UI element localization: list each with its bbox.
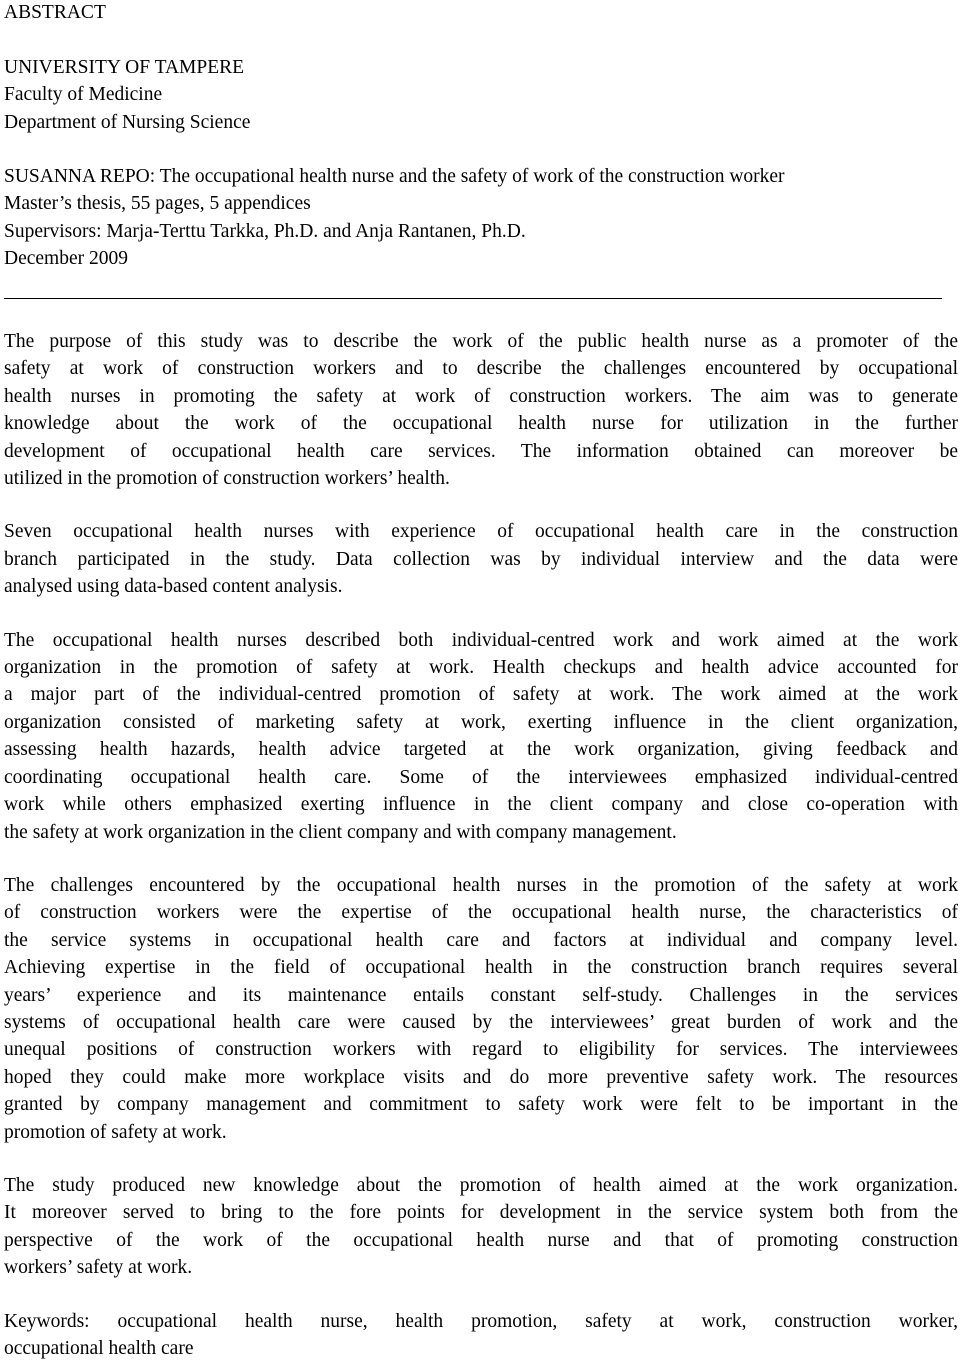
paragraph-line: organization in the promotion of safety at work. Health checkups and health advice accounted for bbox=[4, 657, 958, 679]
supervisors: Supervisors: Marja-Terttu Tarkka, Ph.D. and Anja Rantanen, Ph.D. bbox=[4, 220, 526, 242]
abstract-body bbox=[4, 328, 958, 1362]
keywords-paragraph bbox=[4, 1308, 958, 1363]
paragraph-line: workers’ safety at work. bbox=[4, 1257, 193, 1279]
paragraph-line: development of occupational health care services. The information obtained can moreover be bbox=[4, 440, 958, 462]
paragraph-line: It moreover served to bring to the fore points for development in the service system both from the bbox=[4, 1202, 958, 1224]
paragraph-line: systems of occupational health care were caused by the interviewees’ great burden of work and the bbox=[4, 1011, 958, 1033]
affiliation-block bbox=[4, 54, 250, 136]
paragraph-line: safety at work of construction workers and to describe the challenges encountered by occupational bbox=[4, 358, 958, 380]
paragraph-line: The challenges encountered by the occupational health nurses in the promotion of the safety at work bbox=[4, 874, 958, 896]
paragraph-line: granted by company management and commitment to safety work were felt to be important in the bbox=[4, 1094, 958, 1116]
department-name: Department of Nursing Science bbox=[4, 111, 251, 133]
paragraph-line: unequal positions of construction workers with regard to eligibility for services. The interviewees bbox=[4, 1039, 958, 1061]
thesis-info-block bbox=[4, 163, 960, 273]
horizontal-divider bbox=[4, 298, 942, 299]
paragraph-line: Seven occupational health nurses with experience of occupational health care in the construction bbox=[4, 521, 958, 543]
paragraph-line: a major part of the individual-centred promotion of safety at work. The work aimed at the work bbox=[4, 684, 958, 706]
paragraph-line: utilized in the promotion of construction workers’ health. bbox=[4, 468, 450, 490]
author-and-title: SUSANNA REPO: The occupational health nurse and the safety of work of the construction worker bbox=[4, 166, 785, 187]
challenges-paragraph bbox=[4, 872, 958, 1146]
paragraph-line: The purpose of this study was to describe the work of the public health nurse as a promoter of the bbox=[4, 331, 958, 352]
paragraph-line: promotion of safety at work. bbox=[4, 1121, 227, 1143]
paragraph-line: health nurses in promoting the safety at work of construction workers. The aim was to generate bbox=[4, 385, 958, 407]
paragraph-line: coordinating occupational health care. Some of the interviewees emphasized individual-centred bbox=[4, 766, 958, 788]
paragraph-line: of construction workers were the expertise of the occupational health nurse, the characteristics of bbox=[4, 902, 958, 924]
paragraph-line: The study produced new knowledge about the promotion of health aimed at the work organization. bbox=[4, 1174, 958, 1196]
conclusion-paragraph bbox=[4, 1172, 958, 1282]
results-paragraph bbox=[4, 627, 958, 846]
thesis-date: December 2009 bbox=[4, 248, 128, 270]
paragraph-line: the service systems in occupational health care and factors at individual and company level. bbox=[4, 929, 958, 951]
paragraph-line: perspective of the work of the occupational health nurse and that of promoting construction bbox=[4, 1229, 958, 1251]
paragraph-line: analysed using data-based content analysis. bbox=[4, 576, 343, 598]
paragraph-line: knowledge about the work of the occupational health nurse for utilization in the further bbox=[4, 413, 958, 435]
purpose-paragraph bbox=[4, 328, 958, 492]
paragraph-line: branch participated in the study. Data collection was by individual interview and the data were bbox=[4, 548, 958, 570]
paragraph-line: assessing health hazards, health advice targeted at the work organization, giving feedback and bbox=[4, 739, 958, 761]
abstract-heading: ABSTRACT bbox=[4, 2, 106, 23]
methods-paragraph bbox=[4, 518, 958, 600]
paragraph-line: Keywords: occupational health nurse, health promotion, safety at work, construction worker, bbox=[4, 1310, 958, 1332]
paragraph-line: organization consisted of marketing safety at work, exerting influence in the client organization, bbox=[4, 711, 958, 733]
paragraph-line: years’ experience and its maintenance entails constant self-study. Challenges in the services bbox=[4, 984, 958, 1006]
paragraph-line: The occupational health nurses described both individual-centred work and work aimed at the work bbox=[4, 629, 958, 651]
university-name: UNIVERSITY OF TAMPERE bbox=[4, 57, 245, 78]
paragraph-line: the safety at work organization in the client company and with company management. bbox=[4, 821, 677, 843]
paragraph-line: occupational health care bbox=[4, 1338, 194, 1359]
paragraph-line: work while others emphasized exerting influence in the client company and close co-operation with bbox=[4, 794, 958, 816]
paragraph-line: Achieving expertise in the field of occupational health in the construction branch requires several bbox=[4, 957, 958, 979]
faculty-name: Faculty of Medicine bbox=[4, 84, 163, 106]
paragraph-line: hoped they could make more workplace visits and do more preventive safety work. The resources bbox=[4, 1066, 958, 1088]
thesis-details: Master’s thesis, 55 pages, 5 appendices bbox=[4, 193, 311, 215]
